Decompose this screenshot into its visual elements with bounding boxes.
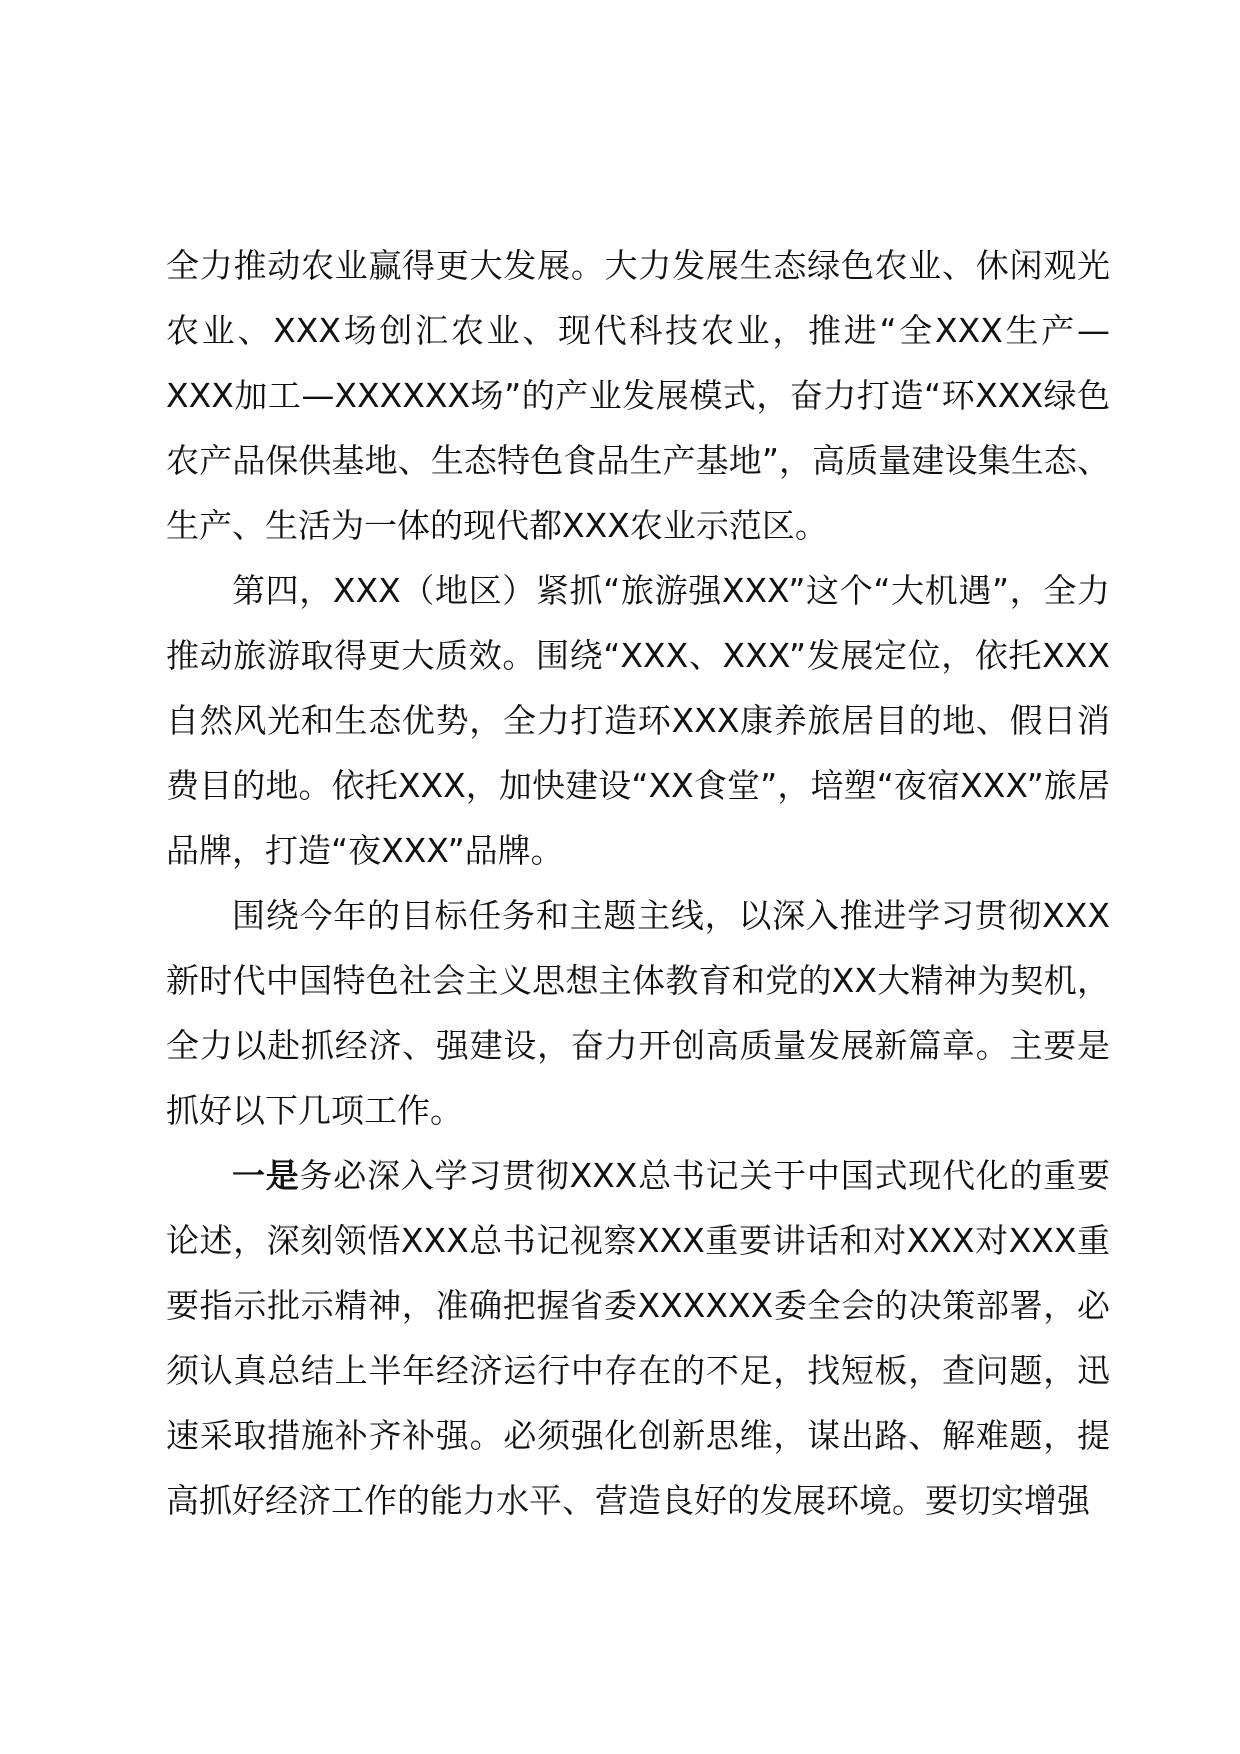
paragraph-main-tasks: 围绕今年的目标任务和主题主线，以深入推进学习贯彻XXX新时代中国特色社会主义思想主体教育和党的XX大精神为契机，全力以赴抓经济、强建设，奋力开创高质量发展新篇章。主要是抓好以下几项工作。 bbox=[166, 896, 1110, 1130]
paragraph-lead-label: 一是 bbox=[232, 1156, 300, 1195]
paragraph-agriculture: 全力推动农业赢得更大发展。大力发展生态绿色农业、休闲观光农业、XXX场创汇农业、现代科技农业，推进“全XXX生产—XXX加工—XXXXXX场”的产业发展模式，奋力打造“环XXX绿色农产品保供基地、生态特色食品生产基地”，高质量建设集生态、生产、生活为一体的现代都XXX农业示范区。 bbox=[166, 246, 1110, 545]
document-body bbox=[166, 233, 1110, 1533]
paragraph-task-one-text: 务必深入学习贯彻XXX总书记关于中国式现代化的重要论述，深刻领悟XXX总书记视察XXX重要讲话和对XXX对XXX重要指示批示精神，准确把握省委XXXXXX委全会的决策部署，必须认真总结上半年经济运行中存在的不足，找短板，查问题，迅速采取措施补齐补强。必须强化创新思维，谋出路、解难题，提高抓好经济工作的能力水平、营造良好的发展环境。要切实增强 bbox=[166, 1156, 1110, 1520]
paragraph-task-one bbox=[166, 1143, 1110, 1533]
paragraph-tourism: 第四，XXX（地区）紧抓“旅游强XXX”这个“大机遇”，全力推动旅游取得更大质效。围绕“XXX、XXX”发展定位，依托XXX自然风光和生态优势，全力打造环XXX康养旅居目的地、假日消费目的地。依托XXX，加快建设“XX食堂”，培塑“夜宿XXX”旅居品牌，打造“夜XXX”品牌。 bbox=[166, 571, 1110, 870]
